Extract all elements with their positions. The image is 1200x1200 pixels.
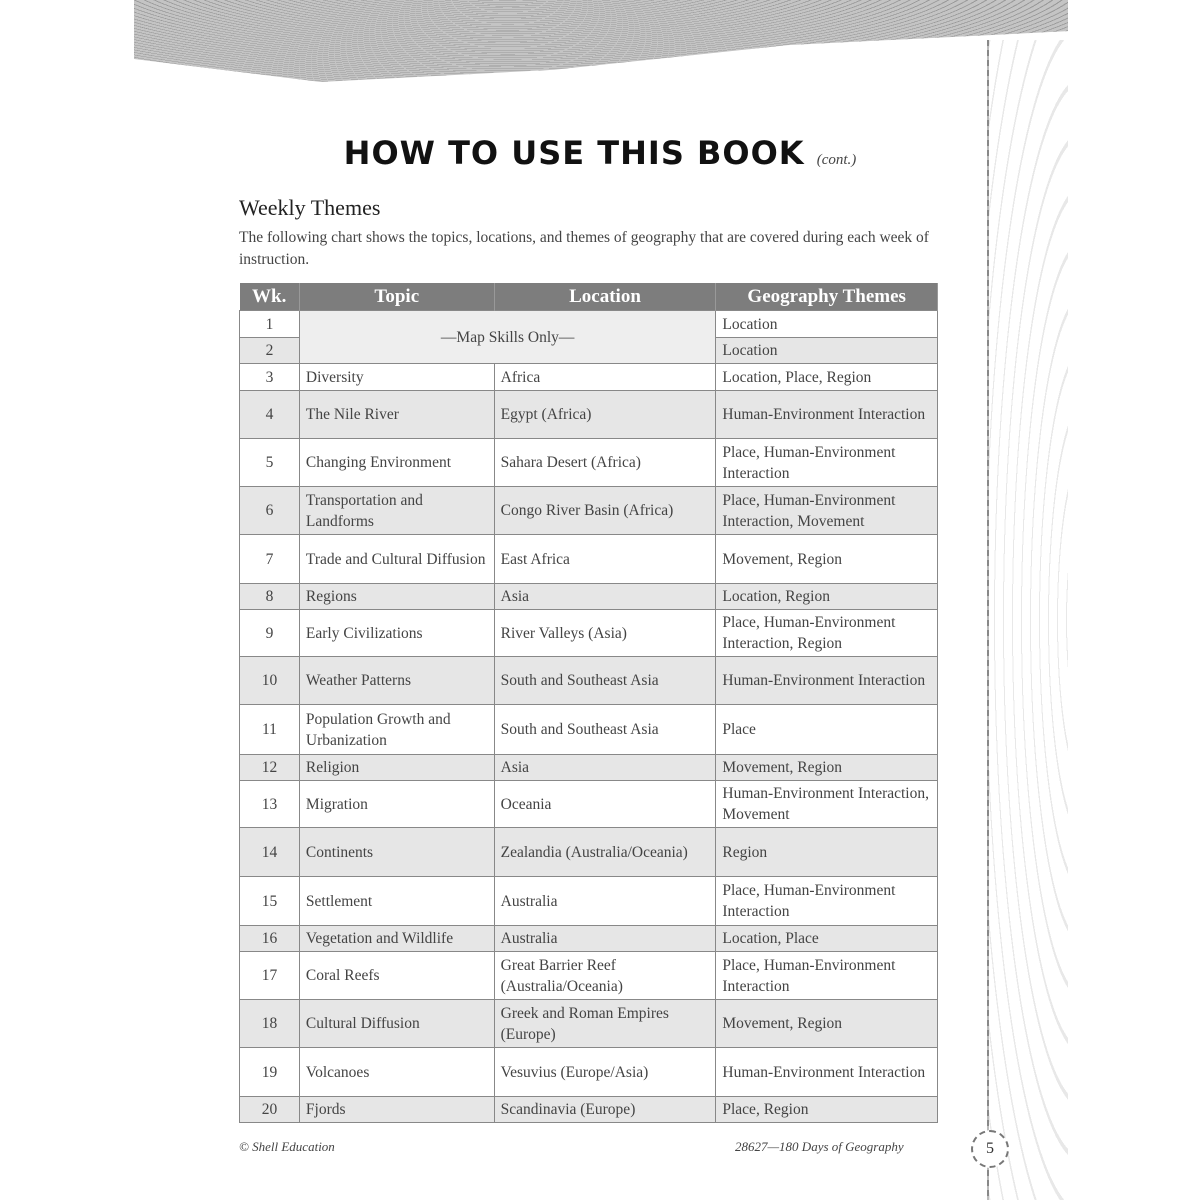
themes-cell: Location <box>716 311 938 338</box>
themes-cell: Place, Human-Environment Interaction, Movement <box>716 487 938 535</box>
location-cell: Sahara Desert (Africa) <box>494 439 716 487</box>
topic-cell: Diversity <box>299 364 494 391</box>
location-cell: Asia <box>494 584 716 610</box>
table-row <box>240 952 938 1000</box>
topic-cell: Weather Patterns <box>299 657 494 705</box>
topic-cell: Volcanoes <box>299 1048 494 1097</box>
week-cell: 19 <box>240 1048 300 1097</box>
week-cell: 10 <box>240 657 300 705</box>
footer-publisher: © Shell Education <box>239 1139 335 1154</box>
table-row <box>240 311 938 338</box>
week-cell: 8 <box>240 584 300 610</box>
week-cell: 15 <box>240 877 300 926</box>
location-cell: Great Barrier Reef (Australia/Oceania) <box>494 952 716 1000</box>
header-themes: Geography Themes <box>716 283 938 311</box>
week-cell: 2 <box>240 338 300 364</box>
location-cell: Australia <box>494 926 716 952</box>
themes-cell: Place, Human-Environment Interaction, Region <box>716 610 938 657</box>
location-cell: South and Southeast Asia <box>494 705 716 755</box>
topic-cell: Migration <box>299 781 494 828</box>
topic-cell: Cultural Diffusion <box>299 1000 494 1048</box>
table-row <box>240 439 938 487</box>
table-row <box>240 877 938 926</box>
topic-cell: Continents <box>299 828 494 877</box>
location-cell: East Africa <box>494 535 716 584</box>
location-cell: River Valleys (Asia) <box>494 610 716 657</box>
table-row <box>240 1097 938 1123</box>
map-skills-merged-cell: —Map Skills Only— <box>299 311 715 364</box>
topic-cell: Settlement <box>299 877 494 926</box>
week-cell: 7 <box>240 535 300 584</box>
themes-cell: Human-Environment Interaction <box>716 1048 938 1097</box>
header-week: Wk. <box>240 283 300 311</box>
topic-cell: Transportation and Landforms <box>299 487 494 535</box>
themes-cell: Place, Region <box>716 1097 938 1123</box>
week-cell: 14 <box>240 828 300 877</box>
topic-cell: Early Civilizations <box>299 610 494 657</box>
table-row <box>240 755 938 781</box>
topic-cell: Population Growth and Urbanization <box>299 705 494 755</box>
location-cell: Scandinavia (Europe) <box>494 1097 716 1123</box>
title-suffix: (cont.) <box>816 152 857 168</box>
table-row <box>240 364 938 391</box>
location-cell: South and Southeast Asia <box>494 657 716 705</box>
themes-cell: Human-Environment Interaction, Movement <box>716 781 938 828</box>
themes-cell: Human-Environment Interaction <box>716 657 938 705</box>
themes-cell: Location <box>716 338 938 364</box>
table-row <box>240 657 938 705</box>
topic-cell: Religion <box>299 755 494 781</box>
margin-line <box>987 40 989 1200</box>
themes-cell: Human-Environment Interaction <box>716 391 938 439</box>
topic-cell: Changing Environment <box>299 439 494 487</box>
table-row <box>240 828 938 877</box>
location-cell: Asia <box>494 755 716 781</box>
themes-cell: Movement, Region <box>716 755 938 781</box>
table-row <box>240 487 938 535</box>
week-cell: 18 <box>240 1000 300 1048</box>
topic-cell: Vegetation and Wildlife <box>299 926 494 952</box>
topic-cell: The Nile River <box>299 391 494 439</box>
title-text: HOW TO USE THIS BOOK <box>343 134 805 172</box>
table-row <box>240 535 938 584</box>
topic-cell: Coral Reefs <box>299 952 494 1000</box>
location-cell: Zealandia (Australia/Oceania) <box>494 828 716 877</box>
week-cell: 13 <box>240 781 300 828</box>
themes-cell: Place, Human-Environment Interaction <box>716 439 938 487</box>
week-cell: 12 <box>240 755 300 781</box>
week-cell: 16 <box>240 926 300 952</box>
table-row <box>240 1000 938 1048</box>
week-cell: 4 <box>240 391 300 439</box>
intro-paragraph: The following chart shows the topics, locations, and themes of geography that are covered during each week of instruction. <box>239 229 929 268</box>
table-row <box>240 705 938 755</box>
week-cell: 1 <box>240 311 300 338</box>
footer-book-title: 28627—180 Days of Geography <box>735 1139 904 1154</box>
week-cell: 11 <box>240 705 300 755</box>
week-cell: 3 <box>240 364 300 391</box>
table-row <box>240 781 938 828</box>
table-row <box>240 610 938 657</box>
location-cell: Vesuvius (Europe/Asia) <box>494 1048 716 1097</box>
topographic-side-margin <box>988 40 1068 1200</box>
section-heading: Weekly Themes <box>239 195 381 220</box>
page-title <box>0 134 1200 172</box>
location-cell: Greek and Roman Empires (Europe) <box>494 1000 716 1048</box>
week-cell: 6 <box>240 487 300 535</box>
location-cell: Africa <box>494 364 716 391</box>
themes-cell: Location, Region <box>716 584 938 610</box>
themes-cell: Region <box>716 828 938 877</box>
themes-cell: Movement, Region <box>716 535 938 584</box>
table-row <box>240 584 938 610</box>
page-number: 5 <box>971 1130 1009 1168</box>
week-cell: 17 <box>240 952 300 1000</box>
themes-cell: Place, Human-Environment Interaction <box>716 952 938 1000</box>
location-cell: Egypt (Africa) <box>494 391 716 439</box>
location-cell: Congo River Basin (Africa) <box>494 487 716 535</box>
themes-cell: Movement, Region <box>716 1000 938 1048</box>
header-topic: Topic <box>299 283 494 311</box>
topic-cell: Trade and Cultural Diffusion <box>299 535 494 584</box>
week-cell: 20 <box>240 1097 300 1123</box>
themes-cell: Location, Place <box>716 926 938 952</box>
table-row <box>240 391 938 439</box>
themes-cell: Place <box>716 705 938 755</box>
table-row <box>240 1048 938 1097</box>
themes-cell: Place, Human-Environment Interaction <box>716 877 938 926</box>
themes-cell: Location, Place, Region <box>716 364 938 391</box>
topic-cell: Regions <box>299 584 494 610</box>
week-cell: 5 <box>240 439 300 487</box>
topic-cell: Fjords <box>299 1097 494 1123</box>
location-cell: Oceania <box>494 781 716 828</box>
header-location: Location <box>494 283 716 311</box>
location-cell: Australia <box>494 877 716 926</box>
table-row <box>240 926 938 952</box>
weekly-themes-table <box>239 283 938 1123</box>
week-cell: 9 <box>240 610 300 657</box>
